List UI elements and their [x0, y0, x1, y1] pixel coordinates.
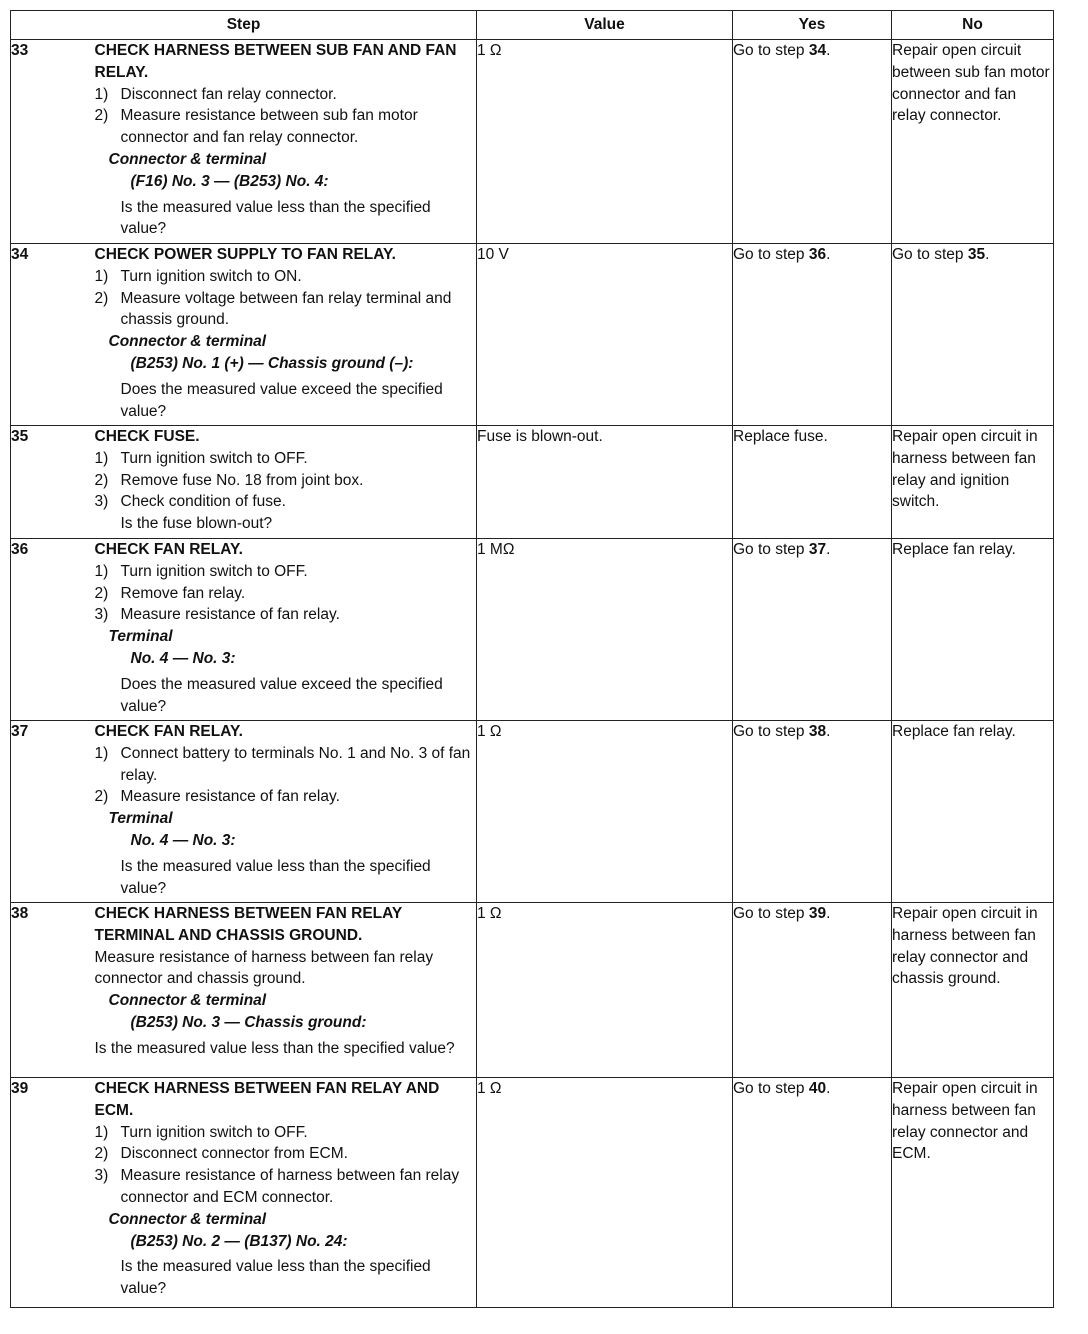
- yes-text: Go to step: [733, 723, 809, 740]
- list-item-text: Turn ignition switch to ON.: [120, 267, 302, 285]
- connector-label: Connector & terminal: [108, 150, 267, 168]
- step-list-item: [95, 561, 477, 583]
- list-item-text: Connect battery to terminals No. 1 and No. 3 of fan relay.: [120, 744, 471, 784]
- yes-cell: [733, 244, 892, 426]
- list-item-text: Check condition of fuse.: [120, 493, 286, 511]
- no-text: Repair open circuit in harness between fan relay connector and ECM.: [892, 1080, 1038, 1163]
- list-item-text: Disconnect fan relay connector.: [120, 85, 337, 103]
- step-list-item: [95, 604, 477, 626]
- list-item-number: 2): [94, 788, 109, 806]
- connector-label: Connector & terminal: [108, 1210, 267, 1228]
- value-cell: 1 Ω: [477, 1078, 733, 1308]
- header-step: Step: [11, 11, 477, 40]
- yes-cell: [733, 426, 892, 539]
- yes-text-end: .: [826, 541, 831, 558]
- step-description: [95, 244, 477, 426]
- step-title: CHECK FUSE.: [94, 428, 200, 445]
- list-item-number: 2): [94, 289, 109, 307]
- step-list-item: [95, 1122, 477, 1144]
- yes-step-ref: 38: [808, 723, 827, 740]
- step-list-item: [95, 448, 477, 470]
- list-item-number: 1): [94, 744, 109, 762]
- step-list-item: [95, 266, 477, 288]
- list-item-number: 2): [94, 471, 109, 489]
- step-title: CHECK HARNESS BETWEEN SUB FAN AND FAN RELAY.: [94, 42, 457, 81]
- step-title: CHECK FAN RELAY.: [94, 541, 243, 558]
- no-text: Repair open circuit between sub fan motor connector and fan relay connector.: [892, 42, 1050, 125]
- step-question: Is the measured value less than the specified value?: [120, 198, 431, 238]
- table-row: [11, 244, 1054, 426]
- yes-step-ref: 37: [808, 541, 827, 558]
- step-question: Is the measured value less than the specified value?: [120, 1258, 431, 1298]
- list-item-text: Measure resistance of harness between fan relay connector and ECM connector.: [120, 1167, 460, 1206]
- terminal-spec: (B253) No. 3 — Chassis ground:: [130, 1013, 367, 1031]
- yes-text: Replace fuse.: [733, 428, 828, 445]
- step-description: [95, 426, 477, 539]
- step-question: Is the measured value less than the specified value?: [94, 1039, 455, 1057]
- table-row: [11, 721, 1054, 903]
- step-question: Is the fuse blown-out?: [120, 515, 273, 533]
- step-description: [95, 1078, 477, 1308]
- value-cell: 1 Ω: [477, 721, 733, 903]
- list-item-number: 1): [94, 562, 109, 580]
- no-cell: [892, 40, 1054, 244]
- value-cell: Fuse is blown-out.: [477, 426, 733, 539]
- step-description: [95, 903, 477, 1078]
- step-question: Does the measured value exceed the specified value?: [120, 675, 443, 715]
- list-item-number: 1): [94, 85, 109, 103]
- no-text: Replace fan relay.: [892, 541, 1016, 558]
- list-item-text: Measure voltage between fan relay terminal and chassis ground.: [120, 289, 452, 329]
- step-list-item: [95, 84, 477, 106]
- list-item-text: Disconnect connector from ECM.: [120, 1145, 348, 1163]
- step-description: [95, 721, 477, 903]
- terminal-spec: (F16) No. 3 — (B253) No. 4:: [130, 172, 329, 190]
- list-item-number: 3): [94, 493, 109, 511]
- no-cell: [892, 721, 1054, 903]
- yes-cell: [733, 40, 892, 244]
- yes-step-ref: 34: [808, 42, 827, 59]
- yes-text-end: .: [826, 723, 831, 740]
- step-list-item: [95, 1165, 477, 1209]
- no-text: Go to step: [892, 246, 968, 263]
- list-item-text: Measure resistance of fan relay.: [120, 788, 340, 806]
- no-text: Repair open circuit in harness between fan relay and ignition switch.: [892, 428, 1038, 511]
- table-header-row: [11, 11, 1054, 40]
- list-item-text: Measure resistance of fan relay.: [120, 606, 340, 624]
- list-item-number: 3): [94, 606, 109, 624]
- step-list-item: [95, 491, 477, 513]
- no-cell: [892, 426, 1054, 539]
- connector-label: Terminal: [108, 628, 173, 646]
- table-row: [11, 1078, 1054, 1308]
- yes-cell: [733, 1078, 892, 1308]
- step-list-item: [95, 105, 477, 149]
- step-list-item: [95, 1143, 477, 1165]
- list-item-text: Measure resistance between sub fan motor connector and fan relay connector.: [120, 107, 418, 147]
- no-cell: [892, 539, 1054, 721]
- step-list-item: [95, 786, 477, 808]
- yes-step-ref: 39: [808, 905, 827, 922]
- no-step-ref: 35: [967, 246, 986, 263]
- step-question: Does the measured value exceed the specified value?: [120, 380, 443, 420]
- step-list-item: [95, 288, 477, 332]
- list-item-text: Remove fuse No. 18 from joint box.: [120, 471, 364, 489]
- yes-text-end: .: [826, 42, 831, 59]
- diagnostic-procedure-document: [10, 10, 1053, 1308]
- header-value: Value: [477, 11, 733, 40]
- list-item-text: Turn ignition switch to OFF.: [120, 562, 308, 580]
- no-text: Repair open circuit in harness between fan relay connector and chassis ground.: [892, 905, 1038, 988]
- step-instruction: Measure resistance of harness between fan relay connector and chassis ground.: [94, 948, 434, 988]
- list-item-number: 1): [94, 449, 109, 467]
- table-row: [11, 539, 1054, 721]
- step-title: CHECK HARNESS BETWEEN FAN RELAY AND ECM.: [94, 1080, 440, 1119]
- yes-cell: [733, 721, 892, 903]
- step-list-item: [95, 470, 477, 492]
- yes-text-end: .: [826, 246, 831, 263]
- yes-text-end: .: [826, 1080, 831, 1097]
- value-cell: 1 Ω: [477, 903, 733, 1078]
- step-list-item: [95, 743, 477, 787]
- yes-text: Go to step: [733, 246, 809, 263]
- no-cell: [892, 244, 1054, 426]
- step-number: 37: [11, 721, 95, 903]
- value-cell: 10 V: [477, 244, 733, 426]
- step-title: CHECK POWER SUPPLY TO FAN RELAY.: [94, 246, 396, 263]
- step-number: 34: [11, 244, 95, 426]
- step-title: CHECK FAN RELAY.: [94, 723, 243, 740]
- no-cell: [892, 903, 1054, 1078]
- yes-text: Go to step: [733, 541, 809, 558]
- terminal-spec: No. 4 — No. 3:: [130, 649, 236, 667]
- yes-text-end: .: [826, 905, 831, 922]
- step-description: [95, 40, 477, 244]
- yes-text: Go to step: [733, 42, 809, 59]
- step-list-item: [95, 583, 477, 605]
- connector-label: Terminal: [108, 810, 173, 828]
- yes-cell: [733, 539, 892, 721]
- terminal-spec: (B253) No. 1 (+) — Chassis ground (–):: [130, 354, 414, 372]
- list-item-text: Turn ignition switch to OFF.: [120, 1123, 308, 1141]
- list-item-number: 2): [94, 584, 109, 602]
- step-description: [95, 539, 477, 721]
- value-cell: 1 Ω: [477, 40, 733, 244]
- no-text: Replace fan relay.: [892, 723, 1016, 740]
- table-row: [11, 903, 1054, 1078]
- terminal-spec: (B253) No. 2 — (B137) No. 24:: [130, 1232, 348, 1250]
- yes-text: Go to step: [733, 905, 809, 922]
- connector-label: Connector & terminal: [108, 992, 267, 1010]
- no-cell: [892, 1078, 1054, 1308]
- yes-text: Go to step: [733, 1080, 809, 1097]
- step-number: 33: [11, 40, 95, 244]
- list-item-text: Turn ignition switch to OFF.: [120, 449, 308, 467]
- step-number: 36: [11, 539, 95, 721]
- header-yes: Yes: [733, 11, 892, 40]
- no-text-end: .: [985, 246, 990, 263]
- list-item-number: 1): [94, 1123, 109, 1141]
- list-item-number: 1): [94, 267, 109, 285]
- list-item-number: 3): [94, 1167, 109, 1185]
- table-row: [11, 40, 1054, 244]
- step-number: 35: [11, 426, 95, 539]
- list-item-text: Remove fan relay.: [120, 584, 246, 602]
- step-number: 39: [11, 1078, 95, 1308]
- step-question: Is the measured value less than the specified value?: [120, 857, 431, 897]
- header-no: No: [892, 11, 1054, 40]
- connector-label: Connector & terminal: [108, 333, 267, 351]
- list-item-number: 2): [94, 107, 109, 125]
- step-title: CHECK HARNESS BETWEEN FAN RELAY TERMINAL AND CHASSIS GROUND.: [94, 905, 402, 944]
- terminal-spec: No. 4 — No. 3:: [130, 831, 236, 849]
- table-row: [11, 426, 1054, 539]
- yes-step-ref: 40: [808, 1080, 827, 1097]
- step-number: 38: [11, 903, 95, 1078]
- yes-step-ref: 36: [808, 246, 827, 263]
- yes-cell: [733, 903, 892, 1078]
- diagnostic-table: [10, 10, 1054, 1308]
- value-cell: 1 MΩ: [477, 539, 733, 721]
- list-item-number: 2): [94, 1145, 109, 1163]
